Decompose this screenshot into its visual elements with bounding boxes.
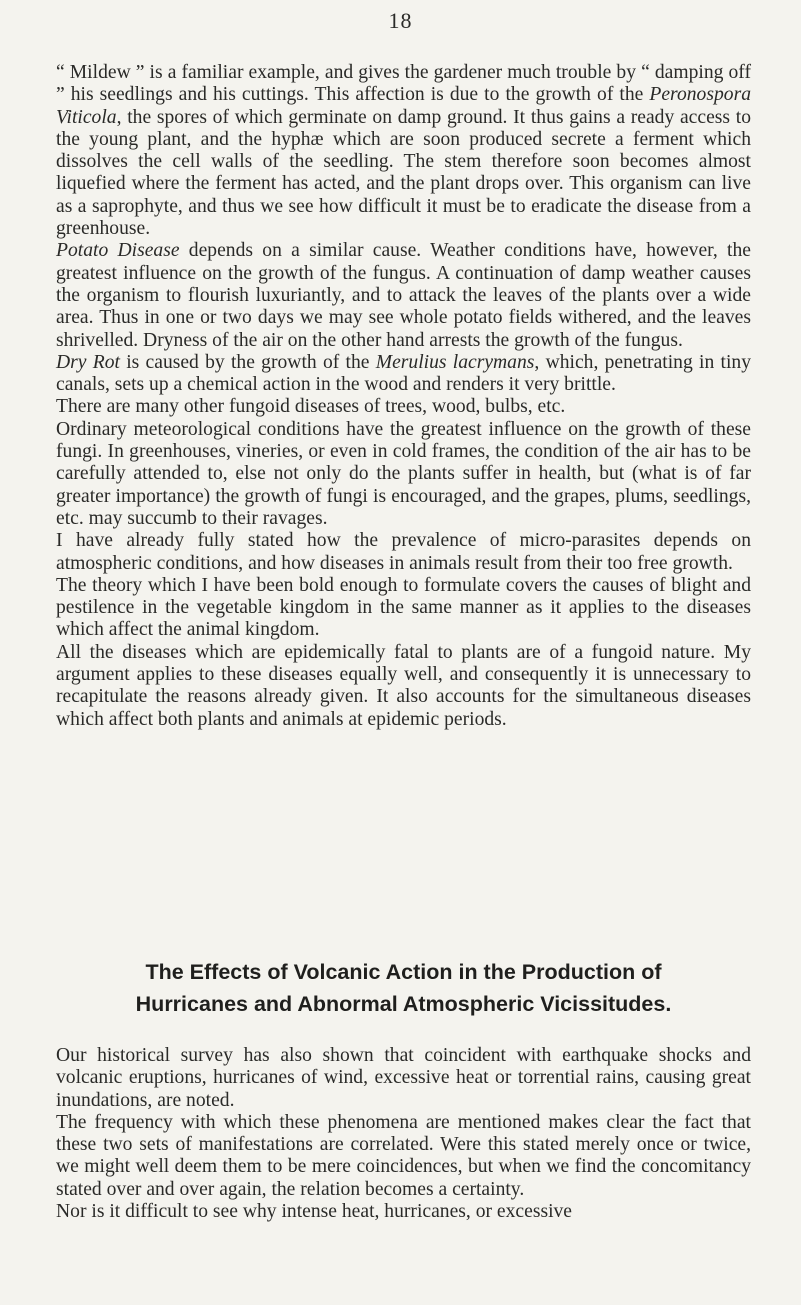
potato-disease-text: depends on a similar cause. Weather conditions have, however, the greatest influence on the growth of the fungus. A continuation of damp weather causes the organism to flourish luxuriantly, and to attack the leaves of the plants over a wide area. Thus in one or two days we may see whole potato fields withered, and the leaves shrivelled. Dryness of the air on the other hand arrests the growth of the fungus. bbox=[56, 240, 751, 351]
dry-rot-text-2: , which, penetrating in tiny canals, sets up a chemical action in the wood and renders it very brittle. bbox=[56, 351, 751, 396]
section-heading-line-1: The Effects of Volcanic Action in the Production of bbox=[145, 960, 662, 984]
section-heading-line-2: Hurricanes and Abnormal Atmospheric Vicissitudes. bbox=[135, 992, 672, 1016]
paragraph-mildew bbox=[56, 62, 751, 240]
paragraph-other-diseases: There are many other fungoid diseases of trees, wood, bulbs, etc. bbox=[56, 396, 566, 418]
page-number: 18 bbox=[388, 8, 413, 33]
paragraph-micro-parasites: I have already fully stated how the prevalence of micro-parasites depends on atmospheric conditions, and how diseases in animals result from their too free growth. bbox=[56, 530, 751, 574]
potato-disease-term: Potato Disease bbox=[56, 240, 180, 262]
dry-rot-species-name: Merulius lacrymans bbox=[375, 351, 535, 373]
mildew-text-2: , the spores of which germinate on damp ground. It thus gains a ready access to the young plant, and the hyphæ which are soon produced secrete a ferment which dissolves the cell walls of the seedling. The stem therefore soon becomes almost liquefied where the ferment has acted, and the plant drops over. This organism can live as a saprophyte, and thus we see how difficult it must be to eradicate the disease from a greenhouse. bbox=[56, 106, 751, 240]
paragraph-meteorological: Ordinary meteorological conditions have the greatest influence on the growth of these fungi. In greenhouses, vineries, or even in cold frames, the condition of the air has to be carefully attended to, else not only do the plants suffer in health, but (what is of far greater importance) the growth of fungi is encouraged, and the grapes, plums, seedlings, etc. may succumb to their ravages. bbox=[56, 418, 751, 529]
paragraph-dry-rot bbox=[56, 352, 751, 397]
mildew-species-name: Peronospora Viticola bbox=[56, 84, 751, 128]
paragraph-nor-difficult: Nor is it difficult to see why intense heat, hurricanes, or excessive bbox=[56, 1201, 573, 1223]
paragraph-historical-survey: Our historical survey has also shown that coincident with earthquake shocks and volcanic eruptions, hurricanes of wind, excessive heat or torrential rains, causing great inundations, are noted. bbox=[56, 1045, 751, 1111]
mildew-text-1: “ Mildew ” is a familiar example, and gives the gardener much trouble by “ damping off ” his seedlings and his cuttings. This affection is due to the growth of the bbox=[56, 62, 751, 106]
paragraph-all-diseases: All the diseases which are epidemically fatal to plants are of a fungoid nature. My argument applies to these diseases equally well, and consequently it is unnecessary to recapitulate the reasons already given. It also accounts for the simultaneous diseases which affect both plants and animals at epidemic periods. bbox=[56, 641, 751, 730]
dry-rot-term: Dry Rot bbox=[56, 351, 120, 373]
body-text bbox=[56, 62, 751, 731]
section-body bbox=[56, 1045, 751, 1223]
section-heading bbox=[56, 956, 751, 1020]
paragraph-frequency: The frequency with which these phenomena are mentioned makes clear the fact that these two sets of manifestations are correlated. Were this stated merely once or twice, we might well deem them to be mere coincidences, but when we find the concomitancy stated over and over again, the relation becomes a certainty. bbox=[56, 1111, 751, 1200]
paragraph-potato-disease bbox=[56, 240, 751, 351]
paragraph-theory: The theory which I have been bold enough to formulate covers the causes of blight and pestilence in the vegetable kingdom in the same manner as it applies to the diseases which affect the animal kingdom. bbox=[56, 574, 751, 641]
dry-rot-text-1: is caused by the growth of the bbox=[119, 351, 376, 373]
